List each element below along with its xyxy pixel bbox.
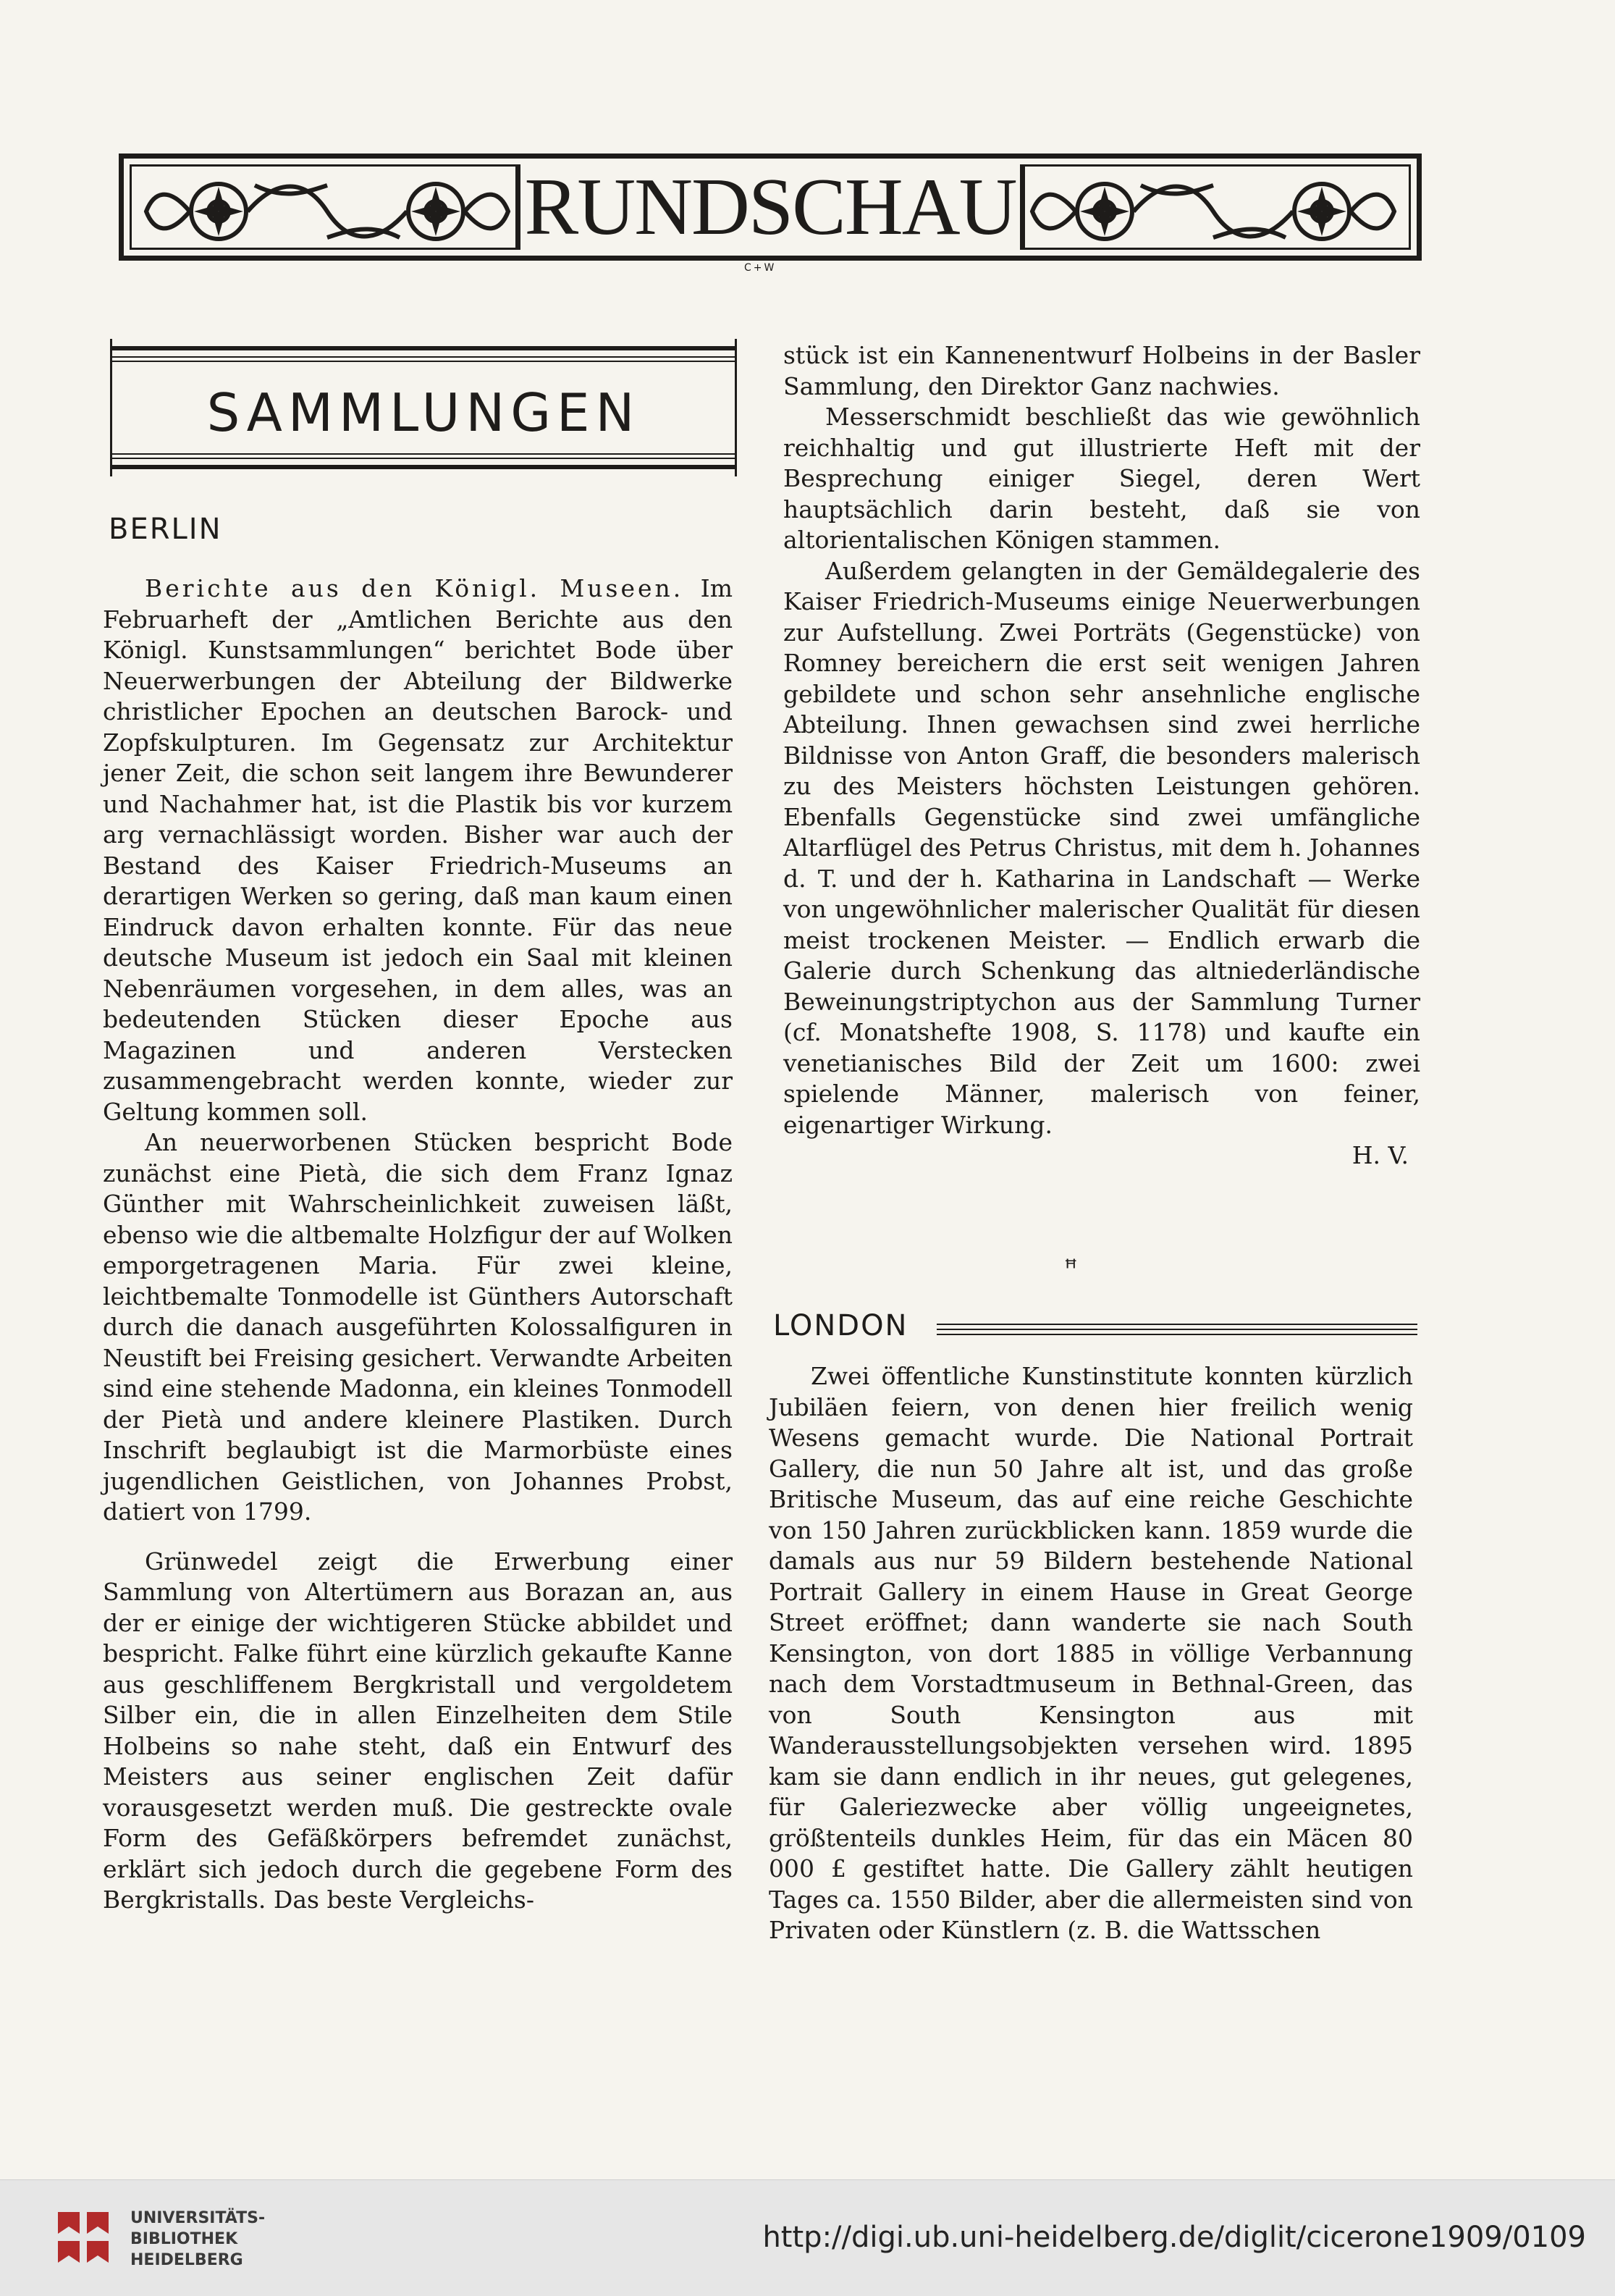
signature: H. V. bbox=[1352, 1141, 1409, 1169]
left-column bbox=[103, 573, 733, 1916]
right-paragraph-3: Außerdem gelangten in der Gemäldegalerie des Kaiser Friedrich-Museums einige Neuerwerbungen zur Aufstellung. Zwei Porträts (Gegenstücke) von Romney bereichern die erst seit wenigen Jahren gebildete und schon sehr ansehnliche englische Abteilung. Ihnen gewachsen sind zwei herrliche Bildnisse von Anton Graff, die besonders malerisch zu des Meisters höchsten Leistungen gehören. Ebenfalls Gegenstücke sind zwei umfängliche Altarflügel des Petrus Christus, mit dem h. Johannes d. T. und der h. Katharina in Landschaft — Werke von ungewöhnlicher malerischer Qualität für diesen meist trockenen Meister. — Endlich erwarb die Galerie durch Schenkung das altniederländische Beweinungstriptychon aus der Sammlung Turner (cf. Monatshefte 1908, S. 1178) und kaufte ein venetianisches Bild der Zeit um 1600: zwei spielende Männer, malerisch von feiner, eigenartiger Wirkung. bbox=[783, 556, 1420, 1139]
london-heading-row bbox=[773, 1309, 1417, 1353]
heading-rule bbox=[110, 346, 737, 350]
heading-rule bbox=[937, 1334, 1417, 1335]
masthead-inner-frame bbox=[130, 164, 1411, 250]
viewer-footer bbox=[0, 2179, 1615, 2296]
library-name-line: UNIVERSITÄTS- bbox=[130, 2209, 266, 2227]
section-divider-ornament: ꟸ bbox=[1064, 1254, 1078, 1282]
berlin-paragraph-1 bbox=[103, 573, 733, 1127]
masthead-title: RUNDSCHAU bbox=[524, 162, 1016, 252]
berlin-paragraph-2: An neuerworbenen Stücken bespricht Bode zunächst eine Pietà, die sich dem Franz Ignaz Günther mit Wahrscheinlichkeit zuweisen läßt, ebenso wie die altbemalte Holzfigur der auf Wolken emporgetragenen Maria. Für zwei kleine, leichtbemalte Tonmodelle ist Günthers Autorschaft durch die danach ausgeführten Kolossalfiguren in Neustift bei Freising gesichert. Verwandte Arbeiten sind eine stehende Madonna, ein kleines Tonmodell der Pietà und andere kleinere Plastiken. Durch Inschrift beglaubigt ist die Marmorbüste eines jugendlichen Geistlichen, von Johannes Probst, datiert von 1799. bbox=[103, 1128, 733, 1526]
library-name-line: HEIDELBERG bbox=[130, 2251, 243, 2269]
london-paragraph-1: Zwei öffentliche Kunstinstitute konnten kürzlich Jubiläen feiern, von denen hier freilich wenig Wesens gemacht wurde. Die National Portrait Gallery, die nun 50 Jahre alt ist, und das große Britische Museum, das auf eine reiche Geschichte von 150 Jahren zurückblicken kann. 1859 wurde die damals aus nur 59 Bildern bestehende National Portrait Gallery in einem Hause in Great George Street eröffnet; dann wanderte sie nach South Kensington, von dort 1885 in völlige Verbannung nach dem Vorstadtmuseum in Bethnal-Green, das von South Kensington aus mit Wanderausstellungsobjekten versehen wird. 1895 kam sie dann endlich in ihr neues, gut gelegenes, für Galeriezwecke aber völlig ungeeignetes, größtenteils dunkles Heim, für das ein Mäcen 80 000 £ gestiftet hatte. Die Gallery zählt heutigen Tages ca. 1550 Bilder, aber die allermeisten sind von Privaten oder Künstlern (z. B. die Wattsschen bbox=[769, 1362, 1413, 1944]
rosette-ornament-icon bbox=[139, 171, 515, 252]
heading-rule bbox=[110, 453, 737, 455]
heading-rule bbox=[110, 361, 737, 362]
paragraph-text: Im Februarheft der „Amtlichen Berichte aus den Königl. Kunstsammlungen“ berichtet Bode über Neuerwerbungen der Abteilung der Bildwerke christlicher Epochen an deutschen Barock- und Zopfskulpturen. Im Gegensatz zur Architektur jener Zeit, die schon seit langem ihre Bewunderer und Nachahmer hat, ist die Plastik bis vor kurzem arg vernachlässigt worden. Bisher war auch der Bestand des Kaiser Friedrich-Museums an derartigen Werken so gering, daß man kaum einen Eindruck davon erhalten konnte. Für das neue deutsche Museum ist jedoch ein Saal mit kleinen Nebenräumen vorgesehen, in dem alles, was an bedeutenden Stücken dieser Epoche aus Magazinen und anderen Verstecken zusammengebracht werden konnte, wieder zur Geltung kommen soll. bbox=[103, 574, 733, 1126]
spaced-title: Berichte aus den Königl. Museen. bbox=[145, 574, 684, 602]
heading-rule bbox=[110, 356, 737, 358]
library-name-line: BIBLIOTHEK bbox=[130, 2230, 238, 2248]
library-name bbox=[130, 2208, 265, 2271]
heading-rule bbox=[937, 1324, 1417, 1325]
heading-rule bbox=[937, 1329, 1417, 1330]
heading-rule bbox=[110, 458, 737, 459]
masthead-banner bbox=[119, 154, 1422, 261]
rosette-ornament-icon bbox=[1025, 171, 1401, 252]
right-paragraph-2: Messerschmidt beschließt das wie gewöhnlich reichhaltig und gut illustrierte Heft mit der Besprechung einiger Siegel, deren Wert hauptsächlich darin besteht, daß sie von altorientalischen Königen stammen. bbox=[783, 403, 1420, 554]
right-paragraph-1: stück ist ein Kannenentwurf Holbeins in der Basler Sammlung, den Direktor Ganz nachwies. bbox=[783, 341, 1420, 400]
berlin-heading: BERLIN bbox=[109, 513, 222, 546]
section-heading-box bbox=[110, 339, 737, 476]
right-column-top bbox=[783, 340, 1420, 1172]
london-heading: LONDON bbox=[773, 1309, 908, 1342]
permalink-url[interactable]: http://digi.ub.uni-heidelberg.de/diglit/cicerone1909/0109 bbox=[762, 2221, 1586, 2254]
heading-rule bbox=[110, 465, 737, 469]
university-library-logo-icon bbox=[51, 2198, 116, 2277]
berlin-paragraph-3: Grünwedel zeigt die Erwerbung einer Sammlung von Altertümern aus Borazan an, aus der er einige der wichtigeren Stücke abbildet und bespricht. Falke führt eine kürzlich gekaufte Kanne aus geschliffenem Bergkristall und vergoldetem Silber ein, die in allen Einzelheiten dem Stile Holbeins so nahe steht, daß ein Entwurf des Meisters aus seiner englischen Zeit dafür vorausgesetzt werden muß. Die gestreckte ovale Form des Gefäßkörpers befremdet zunächst, erklärt sich jedoch durch die gegebene Form des Bergkristalls. Das beste Vergleichs- bbox=[103, 1547, 733, 1914]
masthead-title-box bbox=[515, 164, 1025, 250]
right-column-bottom bbox=[769, 1361, 1413, 1946]
section-title: SAMMLUNGEN bbox=[206, 382, 641, 443]
artist-monogram: C+W bbox=[744, 262, 777, 274]
